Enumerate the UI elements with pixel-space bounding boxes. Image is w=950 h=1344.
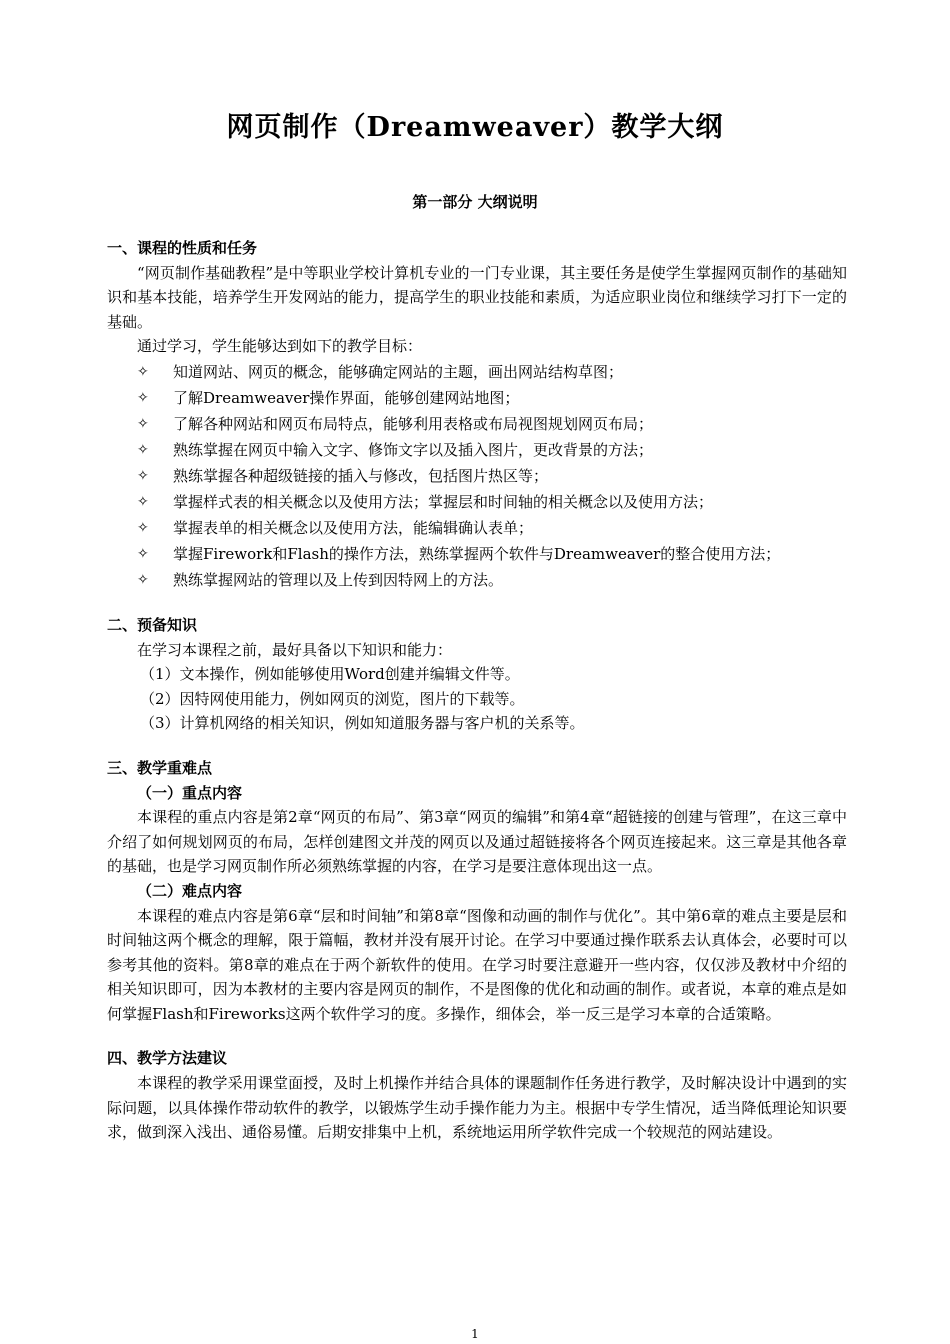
- subsection-heading: （二）难点内容: [137, 881, 243, 900]
- diamond-bullet-icon: ✧: [137, 441, 149, 458]
- list-item: [107, 489, 847, 515]
- list-item-text: 知道网站、网页的概念，能够确定网站的主题，画出网站结构草图；: [173, 362, 624, 381]
- list-item: [107, 385, 847, 411]
- paragraph: 在学习本课程之前，最好具备以下知识和能力：: [137, 640, 453, 659]
- list-item: [107, 515, 847, 541]
- objectives-list: [107, 359, 847, 593]
- list-item-text: 熟练掌握在网页中输入文字、修饰文字以及插入图片，更改背景的方法；: [173, 440, 654, 459]
- subsection-heading: （一）重点内容: [137, 783, 243, 802]
- list-item-text: 掌握Firework和Flash的操作方法，熟练掌握两个软件与Dreamweaver的整合使用方法；: [173, 544, 781, 563]
- section-spacer: [107, 1026, 847, 1046]
- paragraph: 本课程的教学采用课堂面授，及时上机操作并结合具体的课题制作任务进行教学，及时解决设计中遇到的实际问题，以具体操作带动软件的教学，以锻炼学生动手操作能力为主。根据中专学生情况，适当降低理论知识要求，做到深入浅出、通俗易懂。后期安排集中上机，系统地运用所学软件完成一个较规范的网站建设。: [107, 1074, 847, 1142]
- document-title: 网页制作（Dreamweaver）教学大纲: [226, 112, 724, 143]
- list-item-text: 掌握样式表的相关概念以及使用方法；掌握层和时间轴的相关概念以及使用方法；: [173, 492, 714, 511]
- document-body: [107, 236, 847, 1145]
- section-heading: 四、教学方法建议: [107, 1049, 228, 1068]
- diamond-bullet-icon: ✧: [137, 389, 149, 406]
- list-item: [107, 541, 847, 567]
- section-spacer: [107, 593, 847, 613]
- diamond-bullet-icon: ✧: [137, 467, 149, 484]
- paragraph: 本课程的重点内容是第2章“网页的布局”、第3章“网页的编辑”和第4章“超链接的创建与管理”，在这三章中介绍了如何规划网页的布局，怎样创建图文并茂的网页以及通过超链接将各个网页连接起来。这三章是其他各章的基础，也是学习网页制作所必须熟练掌握的内容，在学习是要注意体现出这一点。: [107, 808, 847, 876]
- paragraph: 本课程的难点内容是第6章“层和时间轴”和第8章“图像和动画的制作与优化”。其中第6章的难点主要是层和时间轴这两个概念的理解，限于篇幅，教材并没有展开讨论。在学习中要通过操作联系去认真体会，必要时可以参考其他的资料。第8章的难点在于两个新软件的使用。在学习时要注意避开一些内容，仅仅涉及教材中介绍的相关知识即可，因为本教材的主要内容是网页的制作，不是图像的优化和动画的制作。或者说，本章的难点是如何掌握Flash和Fireworks这两个软件学习的度。多操作，细体会，举一反三是学习本章的合适策略。: [107, 906, 847, 1023]
- section-course-nature: [107, 236, 847, 593]
- list-item-text: 掌握表单的相关概念以及使用方法，能编辑确认表单；: [173, 518, 534, 537]
- section-heading: 二、预备知识: [107, 615, 198, 634]
- part-title: 第一部分 大纲说明: [412, 193, 538, 211]
- list-item: [107, 437, 847, 463]
- section-teaching-methods: [107, 1046, 847, 1144]
- list-item: [107, 463, 847, 489]
- section-spacer: [107, 736, 847, 756]
- list-item-text: 熟练掌握各种超级链接的插入与修改，包括图片热区等；: [173, 466, 549, 485]
- section-heading: 一、课程的性质和任务: [107, 239, 258, 257]
- diamond-bullet-icon: ✧: [137, 493, 149, 510]
- list-item: [107, 567, 847, 593]
- page-number: 1: [471, 1327, 479, 1341]
- list-item: （1）文本操作，例如能够使用Word创建并编辑文件等。: [140, 665, 520, 684]
- diamond-bullet-icon: ✧: [137, 415, 149, 432]
- list-item-text: 熟练掌握网站的管理以及上传到因特网上的方法。: [173, 570, 504, 589]
- paragraph: “网页制作基础教程”是中等职业学校计算机专业的一门专业课，其主要任务是使学生掌握网页制作的基础知识和基本技能，培养学生开发网站的能力，提高学生的职业技能和素质，为适应职业岗位和继续学习打下一定的基础。: [107, 263, 847, 331]
- list-item: [107, 359, 847, 385]
- paragraph: 通过学习，学生能够达到如下的教学目标：: [137, 337, 423, 356]
- list-item-text: 了解各种网站和网页布局特点，能够利用表格或布局视图规划网页布局；: [173, 414, 654, 433]
- section-heading: 三、教学重难点: [107, 758, 213, 777]
- list-item: （2）因特网使用能力，例如网页的浏览，图片的下载等。: [140, 689, 525, 708]
- diamond-bullet-icon: ✧: [137, 363, 149, 380]
- list-item: [107, 411, 847, 437]
- diamond-bullet-icon: ✧: [137, 545, 149, 562]
- diamond-bullet-icon: ✧: [137, 571, 149, 588]
- section-key-difficult-points: [107, 756, 847, 1027]
- list-item: （3）计算机网络的相关知识，例如知道服务器与客户机的关系等。: [140, 714, 585, 733]
- list-item-text: 了解Dreamweaver操作界面，能够创建网站地图；: [173, 388, 520, 407]
- diamond-bullet-icon: ✧: [137, 519, 149, 536]
- section-prerequisites: [107, 613, 847, 736]
